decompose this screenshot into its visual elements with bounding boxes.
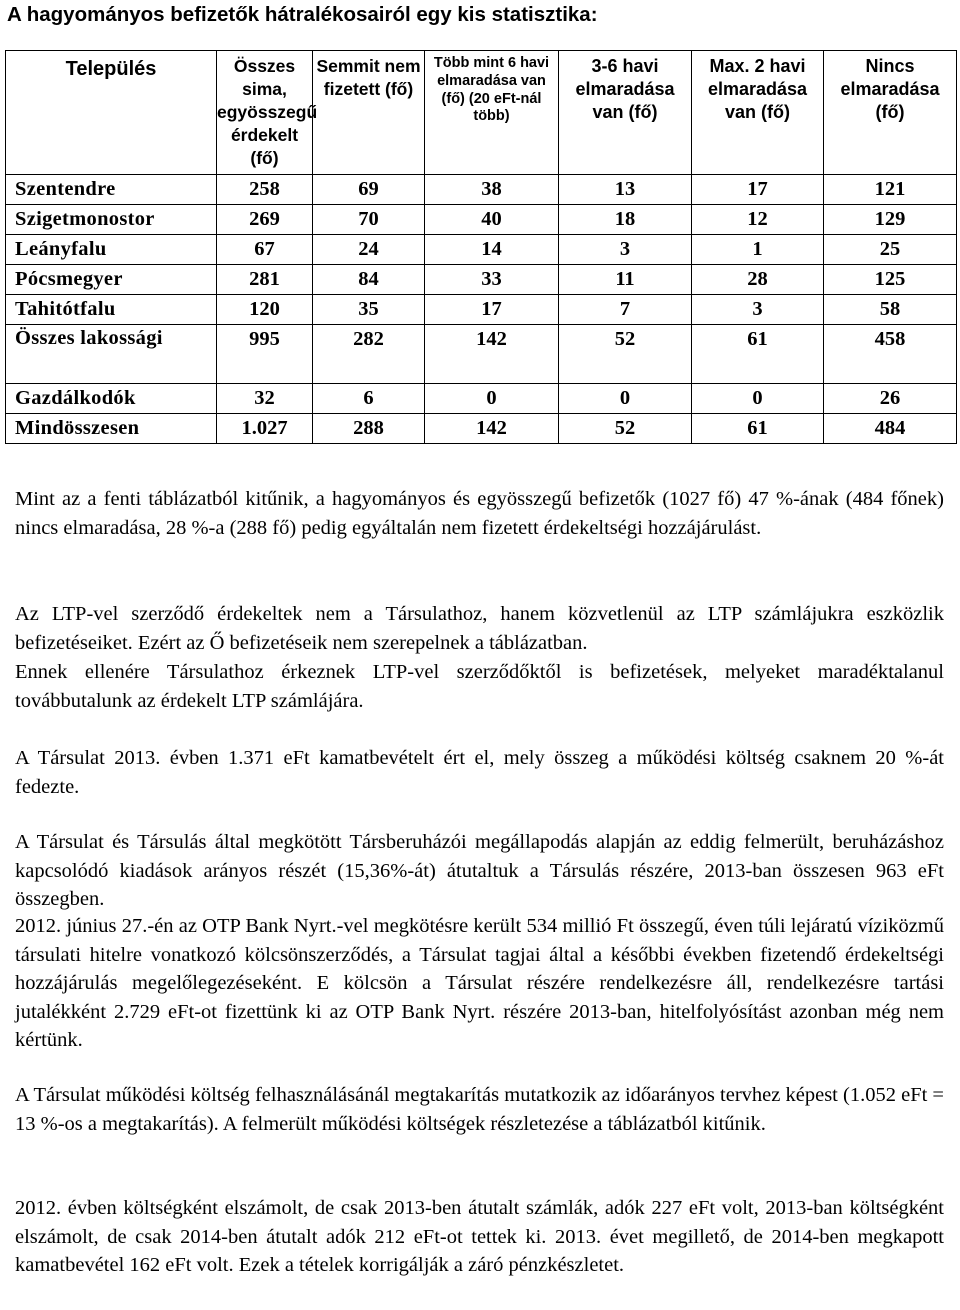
table-cell: 458 (824, 325, 957, 384)
arrears-statistics-table (5, 50, 957, 444)
table-cell: 7 (559, 295, 692, 325)
column-header-max-2-months: Max. 2 havi elmaradása van (fő) (692, 51, 824, 175)
table-cell: 38 (425, 175, 559, 205)
table-cell: 61 (692, 414, 824, 444)
table-cell: Szigetmonostor (6, 205, 217, 235)
table-cell: 17 (692, 175, 824, 205)
table-cell: 24 (313, 235, 425, 265)
table-row (6, 414, 957, 444)
paragraph-ltp-payments: Az LTP-vel szerződő érdekeltek nem a Társulathoz, hanem közvetlenül az LTP számlájukra eszközlik befizetéseiket. Ezért az Ő befizetéseik nem szerepelnek a táblázatban. (15, 603, 944, 654)
table-cell: 142 (425, 414, 559, 444)
table-cell: 32 (217, 384, 313, 414)
table-cell: 995 (217, 325, 313, 384)
table-cell: 40 (425, 205, 559, 235)
table-cell: 282 (313, 325, 425, 384)
table-cell: 58 (824, 295, 957, 325)
table-cell: 33 (425, 265, 559, 295)
table-cell: 70 (313, 205, 425, 235)
table-cell: 69 (313, 175, 425, 205)
table-cell: 17 (425, 295, 559, 325)
paragraph-co-investment: A Társulat és Társulás által megkötött Társberuházói megállapodás alapján az eddig felmerült, beruházáshoz kapcsolódó kiadások arányos részét (15,36%-át) átutaltuk a Társulás részére, 2013-ban összesen 963 eFt összegben. (15, 831, 944, 910)
table-cell: 52 (559, 414, 692, 444)
column-header-over-6-months: Több mint 6 havi elmaradása van (fő) (20 eFt-nál több) (425, 51, 559, 175)
table-row (6, 295, 957, 325)
table-cell: Pócsmegyer (6, 265, 217, 295)
table-cell: 125 (824, 265, 957, 295)
table-cell: 0 (692, 384, 824, 414)
table-cell: Mindösszesen (6, 414, 217, 444)
table-cell: 35 (313, 295, 425, 325)
table-cell: 14 (425, 235, 559, 265)
table-cell: 142 (425, 325, 559, 384)
table-cell: 3 (559, 235, 692, 265)
table-cell: 258 (217, 175, 313, 205)
table-row (6, 325, 957, 384)
table-cell: Összes lakossági (6, 325, 217, 384)
column-header-settlement: Település (6, 51, 217, 175)
column-header-paid-nothing: Semmit nem fizetett (fő) (313, 51, 425, 175)
table-header-row (6, 51, 957, 175)
table-cell: 25 (824, 235, 957, 265)
column-header-no-arrears: Nincs elmaradása (fő) (824, 51, 957, 175)
table-cell: 281 (217, 265, 313, 295)
table-cell: 84 (313, 265, 425, 295)
paragraph-ltp-transfers: Ennek ellenére Társulathoz érkeznek LTP-vel szerződőktől is befizetések, melyeket maradéktalanul továbbutalunk az érdekelt LTP számlájára. (15, 661, 944, 712)
table-cell: 129 (824, 205, 957, 235)
table-cell: 6 (313, 384, 425, 414)
page-heading: A hagyományos befizetők hátralékosairól egy kis statisztika: (7, 3, 598, 26)
table-cell: 288 (313, 414, 425, 444)
table-cell: 67 (217, 235, 313, 265)
table-cell: Tahitótfalu (6, 295, 217, 325)
table-cell: 28 (692, 265, 824, 295)
table-cell: 11 (559, 265, 692, 295)
table-cell: 12 (692, 205, 824, 235)
table-cell: 121 (824, 175, 957, 205)
table-cell: Gazdálkodók (6, 384, 217, 414)
table-cell: 484 (824, 414, 957, 444)
paragraph-summary: Mint az a fenti táblázatból kitűnik, a hagyományos és egyösszegű befizetők (1027 fő) 47 %-ának (484 főnek) nincs elmaradása, 28 %-a (288 fő) pedig egyáltalán nem fizetett érdekeltségi hozzájárulást. (15, 488, 944, 539)
paragraph-otp-loan: 2012. június 27.-én az OTP Bank Nyrt.-vel megkötésre került 534 millió Ft összegű, éven túli lejáratú víziközmű társulati hitelre vonatkozó kölcsönszerződés, a Társulat tagjai által a későbbi években fizetendő érdekeltségi hozzájárulás megelőlegezéseként. E kölcsön a Társulat részére rendelkezésre áll, rendelkezésre tartási jutalékként 2.729 eFt-ot fizettünk ki az OTP Bank Nyrt. részére 2013-ban, hitelfolyósítást azonban még nem kértünk. (15, 915, 944, 1051)
table-cell: 0 (425, 384, 559, 414)
table-row (6, 265, 957, 295)
paragraph-interest-income: A Társulat 2013. évben 1.371 eFt kamatbevételt ért el, mely összeg a működési költség csaknem 20 %-át fedezte. (15, 747, 944, 798)
table-cell: Leányfalu (6, 235, 217, 265)
table-cell: 120 (217, 295, 313, 325)
paragraph-operating-savings: A Társulat működési költség felhasználásánál megtakarítás mutatkozik az időarányos tervhez képest (1.052 eFt = 13 %-os a megtakarítás). A felmerült működési költségek részletezése a táblázatból kitűnik. (15, 1084, 944, 1135)
table-row (6, 175, 957, 205)
column-header-total-members: Összes sima, egyösszegű érdekelt (fő) (217, 51, 313, 175)
table-cell: 1 (692, 235, 824, 265)
table-row (6, 205, 957, 235)
table-cell: 13 (559, 175, 692, 205)
table-cell: 3 (692, 295, 824, 325)
table-cell: 26 (824, 384, 957, 414)
table-cell: Szentendre (6, 175, 217, 205)
table-cell: 1.027 (217, 414, 313, 444)
table-cell: 52 (559, 325, 692, 384)
table-row (6, 235, 957, 265)
table-cell: 61 (692, 325, 824, 384)
column-header-3-6-months: 3-6 havi elmaradása van (fő) (559, 51, 692, 175)
table-row (6, 384, 957, 414)
paragraph-cost-corrections: 2012. évben költségként elszámolt, de csak 2013-ben átutalt számlák, adók 227 eFt volt, 2013-ban költségként elszámolt, de csak 2014-ben átutalt adók 212 eFt-ot tettek ki. 2013. évet megillető, de 2014-ben megkapott kamatbevétel 162 eFt volt. Ezek a tételek korrigálják a záró pénzkészletet. (15, 1197, 944, 1276)
table-cell: 0 (559, 384, 692, 414)
table-cell: 269 (217, 205, 313, 235)
table-cell: 18 (559, 205, 692, 235)
